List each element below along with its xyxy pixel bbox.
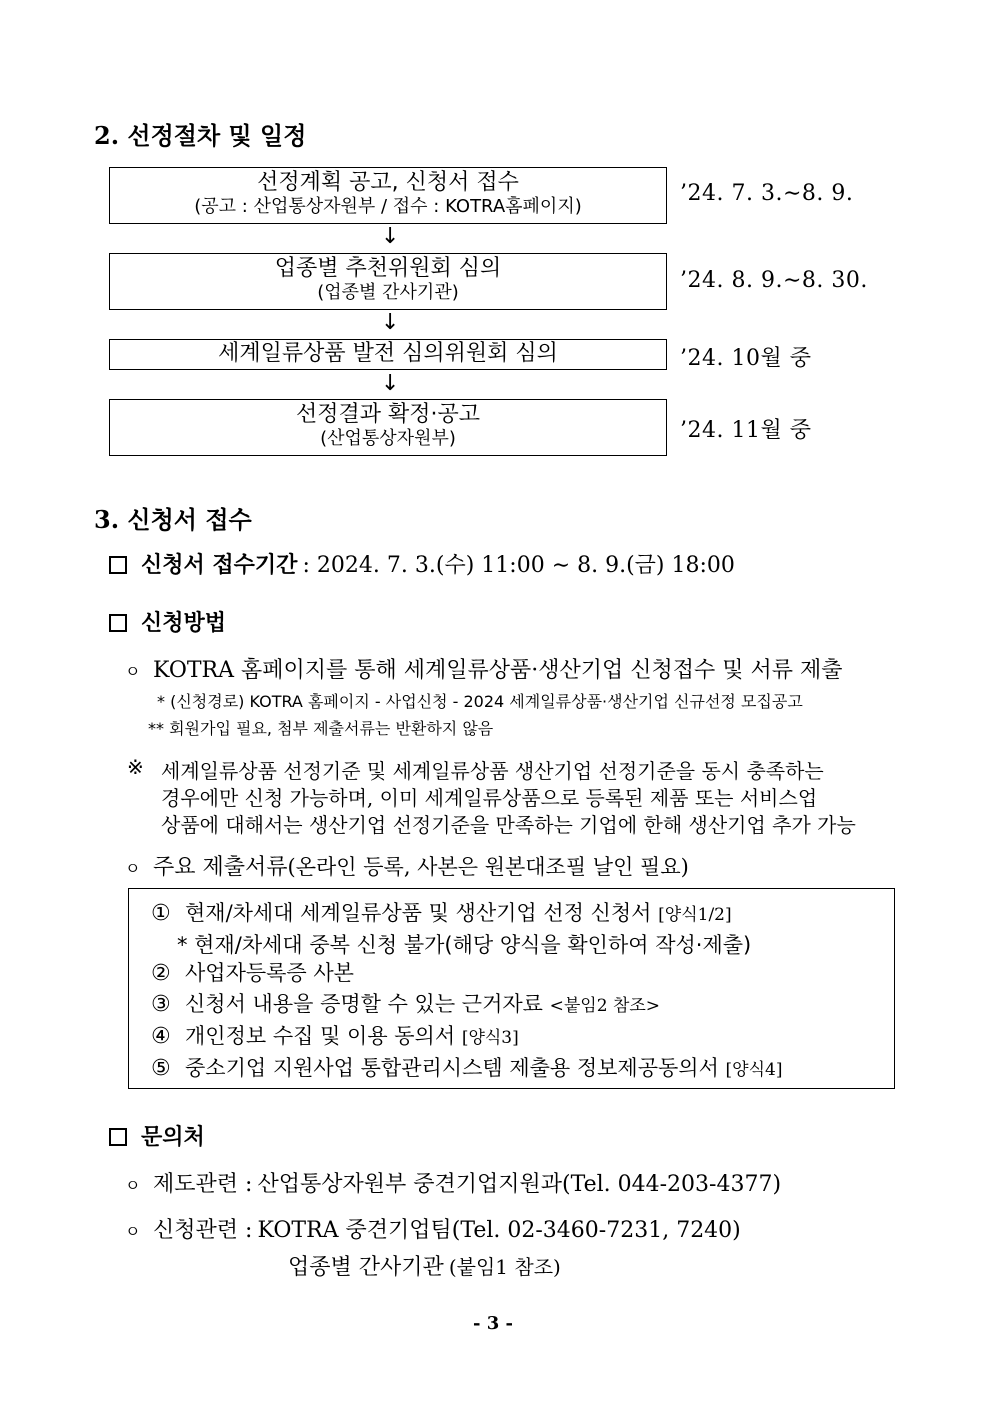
- step-3-date: ’24. 10월 중: [680, 346, 812, 371]
- contact-extra: 업종별 간사기관: [288, 1255, 444, 1280]
- contact-line-2: [125, 1213, 741, 1244]
- page-number: - 3 -: [473, 1313, 513, 1334]
- docs-bullet-paren: (온라인 등록, 사본은 원본대조필 날인 필요): [287, 855, 689, 879]
- bullet-icon: ㅇ: [125, 859, 141, 878]
- step-2-sub: (업종별 간사기관): [317, 282, 459, 303]
- step-4-title: 선정결과 확정·공고: [295, 402, 480, 427]
- doc-text: 중소기업 지원사업 통합관리시스템 제출용 정보제공동의서: [185, 1056, 719, 1080]
- period-value: : 2024. 7. 3.(수) 11:00 ∼ 8. 9.(금) 18:00: [302, 553, 735, 578]
- doc-form: <붙임2 참조>: [549, 996, 661, 1016]
- bullet-icon: ㅇ: [125, 1222, 141, 1241]
- contact-label: 문의처: [141, 1124, 205, 1150]
- step-box-1: [109, 167, 667, 224]
- section3-title: 3. 신청서 접수: [94, 505, 252, 534]
- method-heading: [109, 606, 226, 637]
- doc-number: ④: [151, 1024, 171, 1049]
- step-4-date: ’24. 11월 중: [680, 418, 812, 443]
- doc-item-5: [151, 1052, 782, 1082]
- period-line: [109, 548, 735, 579]
- contact-line-1: [125, 1167, 781, 1198]
- method-note-1: * (신청경로) KOTRA 홈페이지 - 사업신청 - 2024 세계일류상품·생산기업 신규선정 모집공고: [157, 692, 803, 711]
- doc-text: 사업자등록증 사본: [185, 961, 354, 985]
- period-label: 신청서 접수기간: [141, 552, 298, 578]
- doc-number: ②: [151, 961, 171, 986]
- notice-line-1: 세계일류상품 선정기준 및 세계일류상품 생산기업 선정기준을 동시 충족하는: [161, 759, 824, 783]
- section2-title: 2. 선정절차 및 일정: [94, 121, 307, 150]
- contact-extra-ref: (붙임1 참조): [448, 1255, 561, 1279]
- doc-number: ①: [151, 901, 171, 926]
- doc-number: ⑤: [151, 1056, 171, 1081]
- method-label: 신청방법: [141, 610, 227, 636]
- step-box-2: [109, 253, 667, 310]
- checkbox-square-icon: [109, 614, 127, 632]
- bullet-icon: ㅇ: [125, 662, 141, 681]
- step-2-date: ’24. 8. 9.∼8. 30.: [680, 268, 868, 293]
- method-bullet-text: KOTRA 홈페이지를 통해 세계일류상품·생산기업 신청접수 및 서류 제출: [153, 658, 843, 683]
- contact-1-label: 제도관련 :: [153, 1172, 253, 1197]
- down-arrow-icon: ↓: [381, 371, 400, 396]
- step-1-title: 선정계획 공고, 신청서 접수: [257, 170, 519, 195]
- doc-text: 현재/차세대 세계일류상품 및 생산기업 선정 신청서: [185, 901, 652, 925]
- down-arrow-icon: ↓: [381, 224, 400, 249]
- doc-form: [양식3]: [461, 1028, 519, 1048]
- step-box-3: [109, 339, 667, 370]
- doc-form: [양식4]: [725, 1060, 783, 1080]
- docs-bullet: [125, 850, 689, 881]
- step-2-title: 업종별 추천위원회 심의: [274, 256, 502, 281]
- method-note-2: ** 회원가입 필요, 첨부 제출서류는 반환하지 않음: [148, 719, 494, 738]
- notice-line-2: 경우에만 신청 가능하며, 이미 세계일류상품으로 등록된 제품 또는 서비스업: [161, 786, 818, 810]
- doc-item-2: [151, 957, 354, 987]
- contact-extra-line: [288, 1250, 561, 1281]
- doc-item-4: [151, 1020, 519, 1050]
- step-box-4: [109, 399, 667, 456]
- notice-mark: ※: [127, 755, 144, 779]
- contact-2-value: KOTRA 중견기업팀(Tel. 02-3460-7231, 7240): [257, 1218, 741, 1243]
- checkbox-square-icon: [109, 1128, 127, 1146]
- doc-form: [양식1/2]: [658, 905, 732, 925]
- docs-box: [128, 888, 895, 1089]
- contact-heading: [109, 1120, 205, 1151]
- notice-line-3: 상품에 대해서는 생산기업 선정기준을 만족하는 기업에 한해 생산기업 추가 가능: [161, 813, 856, 837]
- step-1-date: ’24. 7. 3.∼8. 9.: [680, 181, 854, 206]
- doc-note: * 현재/차세대 중복 신청 불가(해당 양식을 확인하여 작성·제출): [177, 933, 752, 957]
- bullet-icon: ㅇ: [125, 1176, 141, 1195]
- step-3-title: 세계일류상품 발전 심의위원회 심의: [218, 341, 558, 366]
- step-1-sub: (공고 : 산업통상자원부 / 접수 : KOTRA홈페이지): [194, 196, 582, 217]
- doc-number: ③: [151, 992, 171, 1017]
- method-bullet: [125, 653, 843, 684]
- doc-item-1: [151, 897, 732, 927]
- doc-text: 신청서 내용을 증명할 수 있는 근거자료: [185, 992, 543, 1016]
- docs-bullet-text: 주요 제출서류: [153, 855, 288, 880]
- step-4-sub: (산업통상자원부): [320, 428, 456, 449]
- checkbox-square-icon: [109, 556, 127, 574]
- doc-text: 개인정보 수집 및 이용 동의서: [185, 1024, 456, 1048]
- contact-1-value: 산업통상자원부 중견기업지원과(Tel. 044-203-4377): [257, 1172, 782, 1197]
- doc-item-3: [151, 988, 660, 1018]
- contact-2-label: 신청관련 :: [153, 1218, 253, 1243]
- down-arrow-icon: ↓: [381, 310, 400, 335]
